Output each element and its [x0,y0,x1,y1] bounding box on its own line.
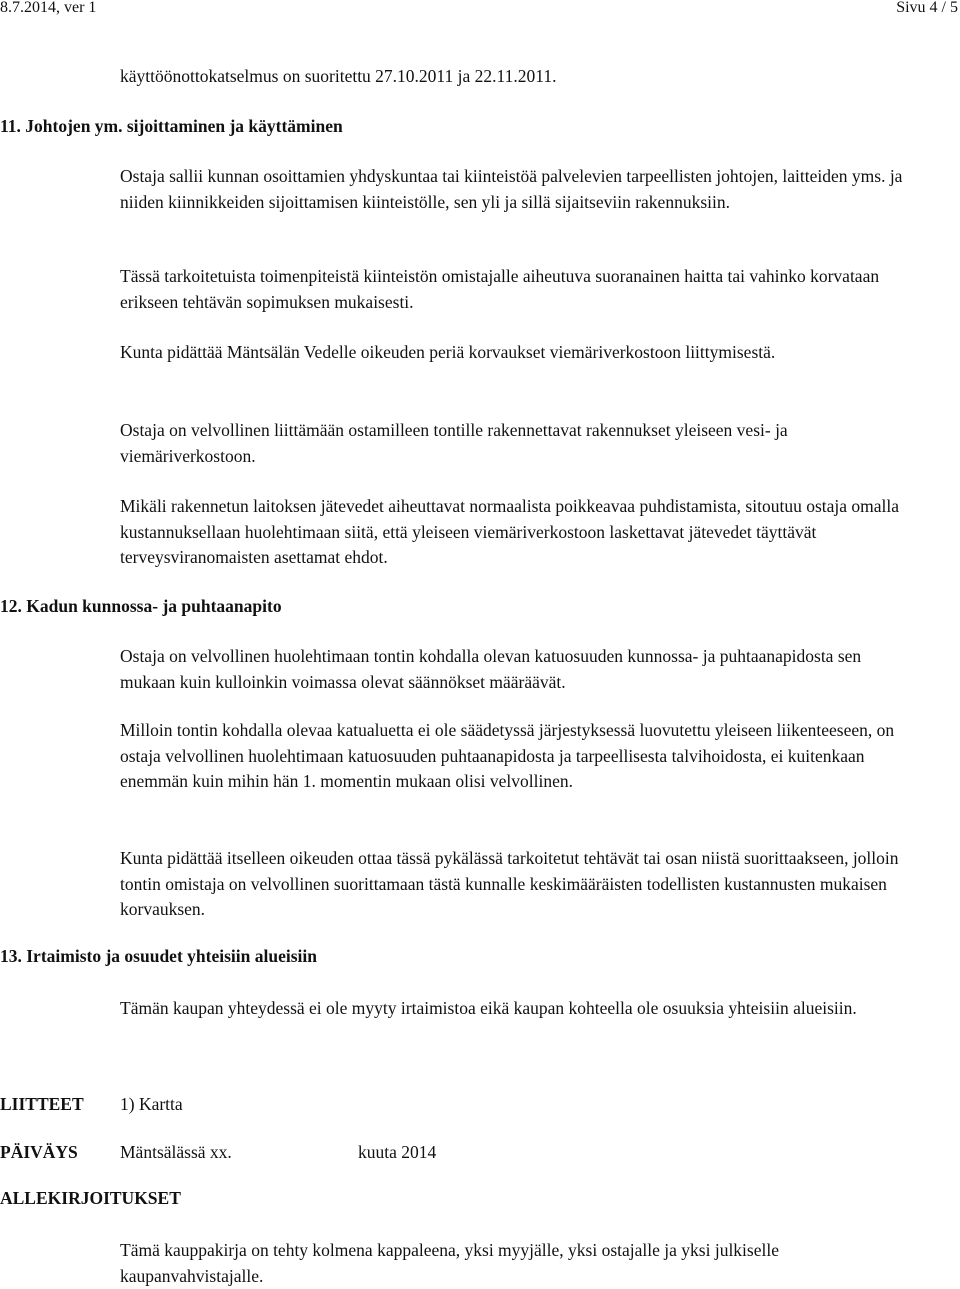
header-page-number: Sivu 4 / 5 [896,0,958,16]
section-11-paragraph-3: Kunta pidättää Mäntsälän Vedelle oikeuden periä korvaukset viemäriverkostoon liittymisestä. [120,342,776,362]
section-11-heading: 11. Johtojen ym. sijoittaminen ja käyttäminen [0,116,343,136]
attachments-value: 1) Kartta [120,1094,183,1114]
section-13-paragraph-1: Tämän kaupan yhteydessä ei ole myyty irtaimistoa eikä kaupan kohteella ole osuuksia yhteisiin alueisiin. [120,998,857,1018]
section-12-paragraph-3: Kunta pidättää itselleen oikeuden ottaa tässä pykälässä tarkoitetut tehtävät tai osan niistä suorittaakseen, jolloin tontin omistaja on velvollinen suorittamaan tästä kunnalle keskimääräisten todellisten kustannusten mukaisen korvauksen. [120,848,899,919]
section-11-paragraph-2: Tässä tarkoitetuista toimenpiteistä kiinteistön omistajalle aiheutuva suoranainen haitta tai vahinko korvataan erikseen tehtävän sopimuksen mukaisesti. [120,266,880,312]
section-12-paragraph-1: Ostaja on velvollinen huolehtimaan tontin kohdalla olevan katuosuuden kunnossa- ja puhtaanapidosta sen mukaan kuin kulloinkin voimassa olevat säännökset määräävät. [120,646,862,692]
section-12-heading: 12. Kadun kunnossa- ja puhtaanapito [0,596,282,616]
header-date-version: 8.7.2014, ver 1 [0,0,97,16]
date-label: PÄIVÄYS [0,1142,78,1162]
signatures-text: Tämä kauppakirja on tehty kolmena kappaleena, yksi myyjälle, yksi ostajalle ja yksi julkiselle kaupanvahvistajalle. [120,1240,779,1286]
signatures-label: ALLEKIRJOITUKSET [0,1188,181,1208]
section-12-paragraph-2: Milloin tontin kohdalla olevaa katualuetta ei ole säädetyssä järjestyksessä luovutettu yleiseen liikenteeseen, on ostaja velvollinen huolehtimaan katuosuuden puhtaanapidosta ja tarpeellisesta talvihoidosta, ei kuitenkaan enemmän kuin mihin hän 1. momentin mukaan olisi velvollinen. [120,720,895,791]
section-11-paragraph-5: Mikäli rakennetun laitoksen jätevedet aiheuttavat normaalista poikkeavaa puhdistamista, sitoutuu ostaja omalla kustannuksellaan huolehtimaan siitä, että yleiseen viemäriverkostoon laskettavat jätevedet täyttävät terveysviranomaisten asettamat ehdot. [120,496,900,567]
section-11-paragraph-1: Ostaja sallii kunnan osoittamien yhdyskuntaa tai kiinteistöä palvelevien tarpeellisten johtojen, laitteiden yms. ja niiden kiinnikkeiden sijoittamisen kiinteistölle, sen yli ja sillä sijaitseviin rakennuksiin. [120,166,903,212]
date-place: Mäntsälässä xx. [120,1142,232,1162]
intro-line: käyttöönottokatselmus on suoritettu 27.10.2011 ja 22.11.2011. [120,66,557,86]
section-11-paragraph-4: Ostaja on velvollinen liittämään ostamilleen tontille rakennettavat rakennukset yleiseen vesi- ja viemäriverkostoon. [120,420,788,466]
date-month-year: kuuta 2014 [358,1142,437,1162]
section-13-heading: 13. Irtaimisto ja osuudet yhteisiin alueisiin [0,946,317,966]
attachments-label: LIITTEET [0,1094,84,1114]
